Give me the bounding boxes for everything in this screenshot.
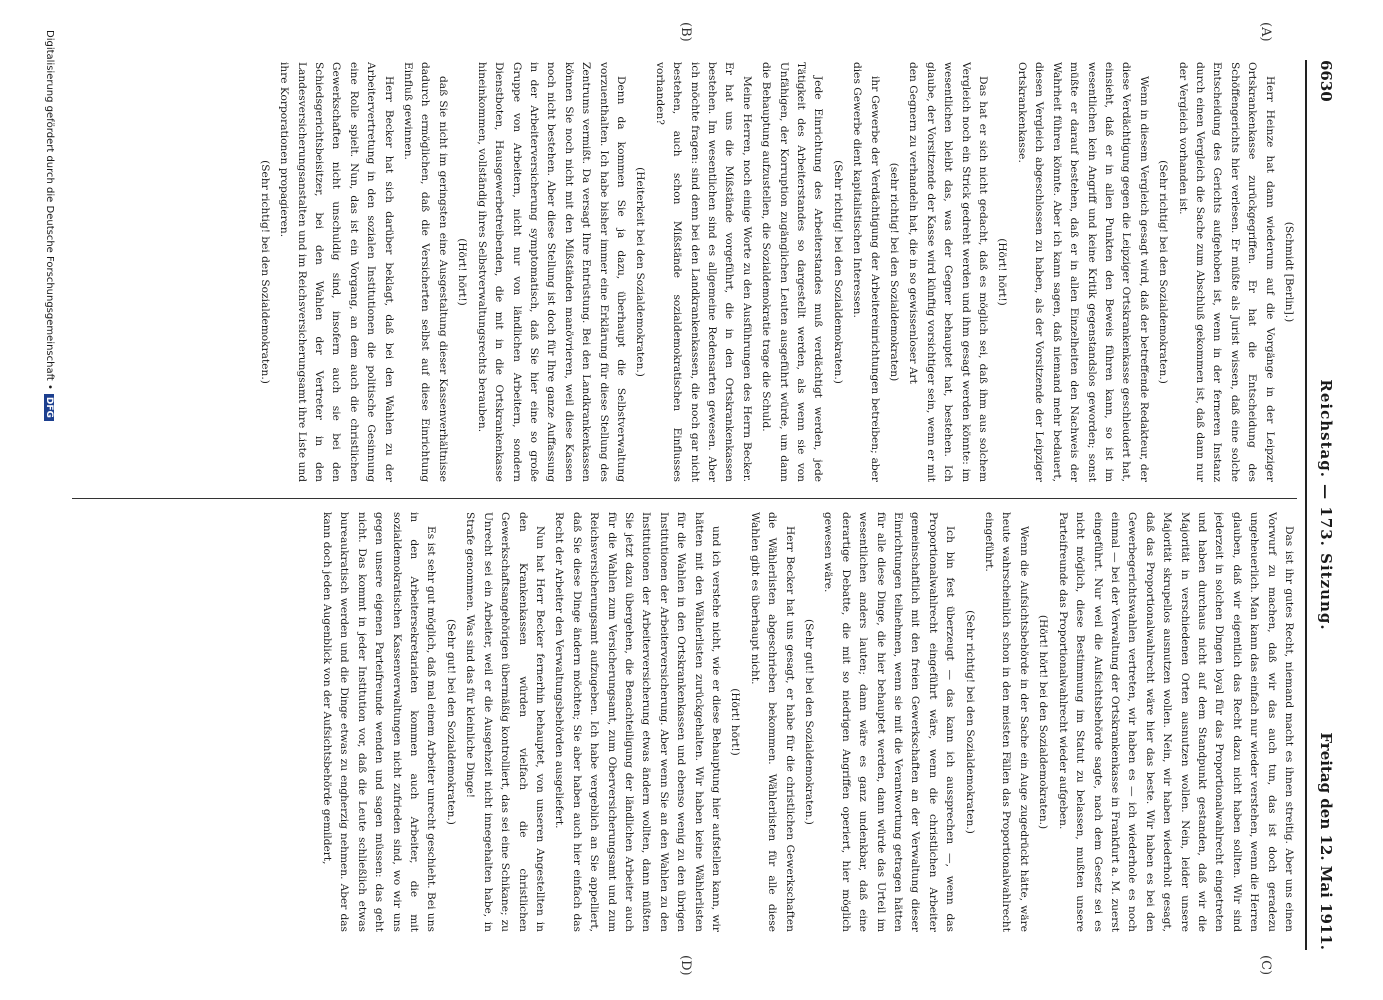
interjection: (Sehr richtig! bei den Sozialdemokraten.): [258, 160, 271, 384]
page-number: 6630: [1317, 60, 1335, 102]
interjection: (Hört! hört!): [729, 688, 742, 756]
margin-mark-b: (B): [678, 22, 693, 42]
interjection: (Sehr gut! bei den Sozialdemokraten.): [803, 619, 816, 825]
credit-text: Digitalisierung gefördert durch die Deutsche Forschungsgemeinschaft •: [44, 30, 55, 390]
interjection: (Sehr richtig! bei den Sozialdemokraten.): [1157, 160, 1170, 384]
interjection: (Sehr richtig! bei den Sozialdemokraten.): [963, 610, 976, 834]
interjection: (Hört! hört!): [456, 238, 469, 306]
page-title: Reichstag. — 173. Sitzung.: [1317, 379, 1335, 631]
interjection: (Heiterkeit bei den Sozialdemokraten.): [634, 167, 647, 377]
margin-mark-c: (C): [1258, 955, 1273, 976]
paragraph: Meine Herren, noch einige Worte zu den Ausführungen des Herrn Becker. Er hat uns die Mißstände vorgeführt, die in den Ortskrankenkassen bestehen. Im wesentlichen sind es allgemeine Redensarten gewesen. Aber ich möchte fragen: sind denn bei den Landkrankenkassen, die noch gar nicht bestehen, auch schon Mißstände sozialdemokratischen Einflusses vorhanden?: [653, 62, 753, 482]
left-column: [67, 62, 1297, 482]
paragraph: Nun hat Herr Becker fernerhin behauptet, von unseren Angestellten in den Krankenkassen würden vielfach die christlichen Gewerkschaftsangehörigen übermäßig kontrolliert, das sei eine Schikane; zu Unrecht sei ein Arbeiter, weil er die Ausgehzeit nicht innegehalten habe, in Strafe genommen. Was sind das für kleinliche Dinge!: [464, 512, 546, 932]
right-column: [67, 512, 1297, 932]
paragraph: Herr Heinze hat dann wiederum auf die Vorgänge in der Leipziger Ortskrankenkasse zurückgegriffen. Er hat die Entscheidung des Schöffengerichts hier verlesen. Er müßte als Jurist wissen, daß eine solche Entscheidung des Gerichts aufgehoben ist, wenn in der ferneren Instanz durch einen Vergleich die Sache zum Abschluß gekommen ist, daß dann nur der Vergleich vorhanden ist.: [1176, 62, 1276, 482]
margin-mark-d: (D): [678, 955, 693, 976]
column-divider: [72, 498, 1297, 499]
paragraph: Es ist sehr gut möglich, daß mal einem Arbeiter unrecht geschieht. Bei uns in den Arbeitersekretariaten kommen auch Arbeiter, die mit sozialdemokratischen Kassenverwaltungen nicht zufrieden sind, wo wir uns gegen unsere eigenen Parteifreunde wenden und sagen müssen: das geht nicht. Das kommt in jeder Institution vor, daß die Leute schließlich etwas bureaukratisch werden und die Dinge etwas zu engherzig nehmen. Aber das kann doch jeden Augenblick von der Aufsichtsbehörde gemildert,: [321, 512, 438, 932]
dfg-logo: DFG: [44, 394, 54, 421]
speaker-line: (Schmidt [Berlin].): [1283, 221, 1295, 323]
paragraph: und ich verstehe nicht, wie er diese Behauptung hier aufstellen kann, wir hätten mit den Wählerlisten zurückgehalten. Wir haben keine Wählerlisten für die Wahlen in den Ortskrankenkassen und ebenso wenig zu den übrigen Institutionen der Arbeiterversicherung. Aber wenn Sie an den Wahlen zu den Institutionen der Arbeiterversicherung etwas ändern wollten, dann müßten Sie jetzt dazu übergehen, die Benachteiligung der ländlichen Arbeiter auch für die Wahlen zum Versicherungsamt, zum Oberversicherungsamt und zum Reichsversicherungsamt aufzugeben. Ich habe vergeblich an Sie appelliert, daß Sie diese Dinge ändern möchten; Sie aber haben auch hier einfach das Recht der Arbeiter den Verwaltungsbehörden ausgeliefert.: [553, 512, 722, 932]
paragraph: Ich bin fest überzeugt — das kann ich aussprechen —, wenn das Proportionalwahlrecht eingeführt wäre, wenn die christlichen Arbeiter gemeinschaftlich mit den freien Gewerkschaften an der Verwaltung dieser Einrichtungen teilnehmen, wenn sie mit die Verantwortung getragen hätten für alle diese Dinge, die hier behauptet werden, dann würde das Urteil im wesentlichen anders lauten; dann wäre es ganz undenkbar, daß eine derartige Debatte, die mit so niedrigen Angriffen operiert, hier möglich gewesen wäre.: [822, 512, 957, 932]
margin-mark-a: (A): [1258, 22, 1273, 42]
interjection: (Hört! hört! bei den Sozialdemokraten.): [1037, 614, 1050, 830]
interjection: (sehr richtig! bei den Sozialdemokraten): [888, 162, 901, 382]
paragraph: Herr Becker hat sich darüber beklagt, daß bei den Wahlen zu der Arbeitervertretung in den sozialen Institutionen die politische Gesinnung eine Rolle spielt. Nun, das ist ein Vorgang, an dem auch die christlichen Gewerkschaften nicht unschuldig sind, insofern auch sie bei den Schiedsgerichtsbeisitzer, bei den Wahlen der Vertreter in den Landesversicherungsanstalten und im Reichsversicherungsamt ihre Liste und ihre Korporationen propagieren.: [278, 62, 395, 482]
running-header: [1305, 60, 1339, 950]
interjection: (Sehr richtig! bei den Sozialdemokraten.): [831, 160, 844, 384]
page-date: Freitag den 12. Mai 1911.: [1317, 732, 1335, 950]
paragraph: Wenn die Aufsichtsbehörde in der Sache ein Auge zugedrückt hätte, wäre heute wahrscheinlich schon in den meisten Fällen das Proportionalwahlrecht eingeführt.: [983, 512, 1030, 932]
paragraph: Wenn in diesem Vergleich gesagt wird, daß der betreffende Redakteur, der diese Verdächtigung gegen die Leipziger Ortskrankenkasse geschleudert hat, einsieht, daß er in allen Punkten den Beweis führen kann, so ist im wesentlichen kein Angriff und keine Kritik gegenstandslos geworden; sonst müßte er darauf bestehen, daß er in allen Einzelheiten den Nachweis der Wahrheit führen könnte. Aber ich kann sagen, daß niemand mehr bedauert, diesen Vergleich abgeschlossen zu haben, als der Vorsitzende der Leipziger Ortskrankenkasse.: [1015, 62, 1150, 482]
interjection: (Hört! hört!): [996, 238, 1009, 306]
digitization-credit: [44, 30, 55, 970]
paragraph: Das hat er sich nicht gedacht, daß es möglich sei, daß ihm aus solchem Vergleich noch ein Strick gedreht werden und ihm gesagt werden könnte: im wesentlichen bleibt das, was der Gegner behauptet hat, bestehen. Ich glaube, der Vorsitzende der Kasse wird künftig vorsichtiger sein, wenn er mit den Gegnern zu verhandeln hat, die in so gewissenloser Art: [907, 62, 990, 482]
paragraph: Das ist ihr gutes Recht, niemand macht es ihnen streitig. Aber uns einen Vorwurf zu machen, daß wir das auch tun, das ist doch geradezu ungeheuerlich. Man kann das einfach nur wieder verstehen, wenn die Herren glauben, daß wir eigentlich das Recht dazu nicht haben sollten. Wir sind jederzeit in solchen Dingen loyal für das Proportionalwahlrecht eingetreten und haben durchaus nicht auf dem Standpunkt gestanden, daß wir die Majorität in verschiedenen Orten ausnutzen wollen. Nein, leider unsere Majorität skrupellos ausnutzen wollen. Nein, wir haben wiederholt gesagt, daß das Proportionalwahlrecht wäre hier das beste. Wir haben es bei den Gewerbegerichtswahlen vertreten, wir haben es — ich wiederhole es noch einmal — bei der Verwaltung der Ortskrankenkasse in Frankfurt a. M. zuerst eingeführt. Nur weil die Aufsichtsbehörde sagte, nach dem Gesetz sei es nicht möglich, diese Bestimmung im Statut zu belassen, mußten unsere Parteifreunde das Proportionalwahlrecht wieder aufgeben.: [1056, 512, 1295, 932]
paragraph: Herr Becker hat uns gesagt, er habe für die christlichen Gewerkschaften die Wählerlisten abgeschrieben bekommen. Wählerlisten für alle diese Wahlen gibt es überhaupt nicht.: [748, 512, 796, 932]
paragraph: Denn da kommen Sie ja dazu, überhaupt die Selbstverwaltung vorzuenthalten. Ich habe bisher immer eine Erklärung für diese Stellung des Zentrums vermißt. Da versagt Ihre Entrüstung. Bei den Landkrankenkassen können Sie noch nicht mit den Mißständen manövrieren, weil diese Kassen noch nicht bestehen. Aber diese Stellung ist doch für Ihre ganze Auffassung in der Arbeiterversicherung symptomatisch, daß Sie hier eine so große Gruppe von Arbeitern, nicht nur von ländlichen Arbeitern, sondern Dienstboten, Hausgewerbetreibenden, die mit in die Ortskrankenkasse hineinkommen, vollständig ihres Selbstverwaltungsrechts berauben.: [475, 62, 627, 482]
paragraph: daß Sie nicht im geringsten eine Ausgestaltung dieser Kassenverhältnisse dadurch ermöglichen, daß die Versicherten selbst auf diese Einrichtung Einfluß gewinnen.: [402, 62, 449, 482]
paragraph: ihr Gewerbe der Verdächtigung der Arbeitereinrichtungen betreiben; aber dies Gewerbe dient kapitalistischen Interessen.: [851, 62, 881, 482]
interjection: (Sehr gut! bei den Sozialdemokraten.): [444, 619, 457, 825]
paragraph: Jede Einrichtung des Arbeiterstandes muß verdächtigt werden, jede Tätigkeit des Arbeiterstandes so dargestellt werden, als wenn sie von Unfähigen, der Korruption zugänglichen Leuten ausgeführt würde, um dann die Behauptung aufzustellen, die Sozialdemokratie trage die Schuld.: [760, 62, 825, 482]
